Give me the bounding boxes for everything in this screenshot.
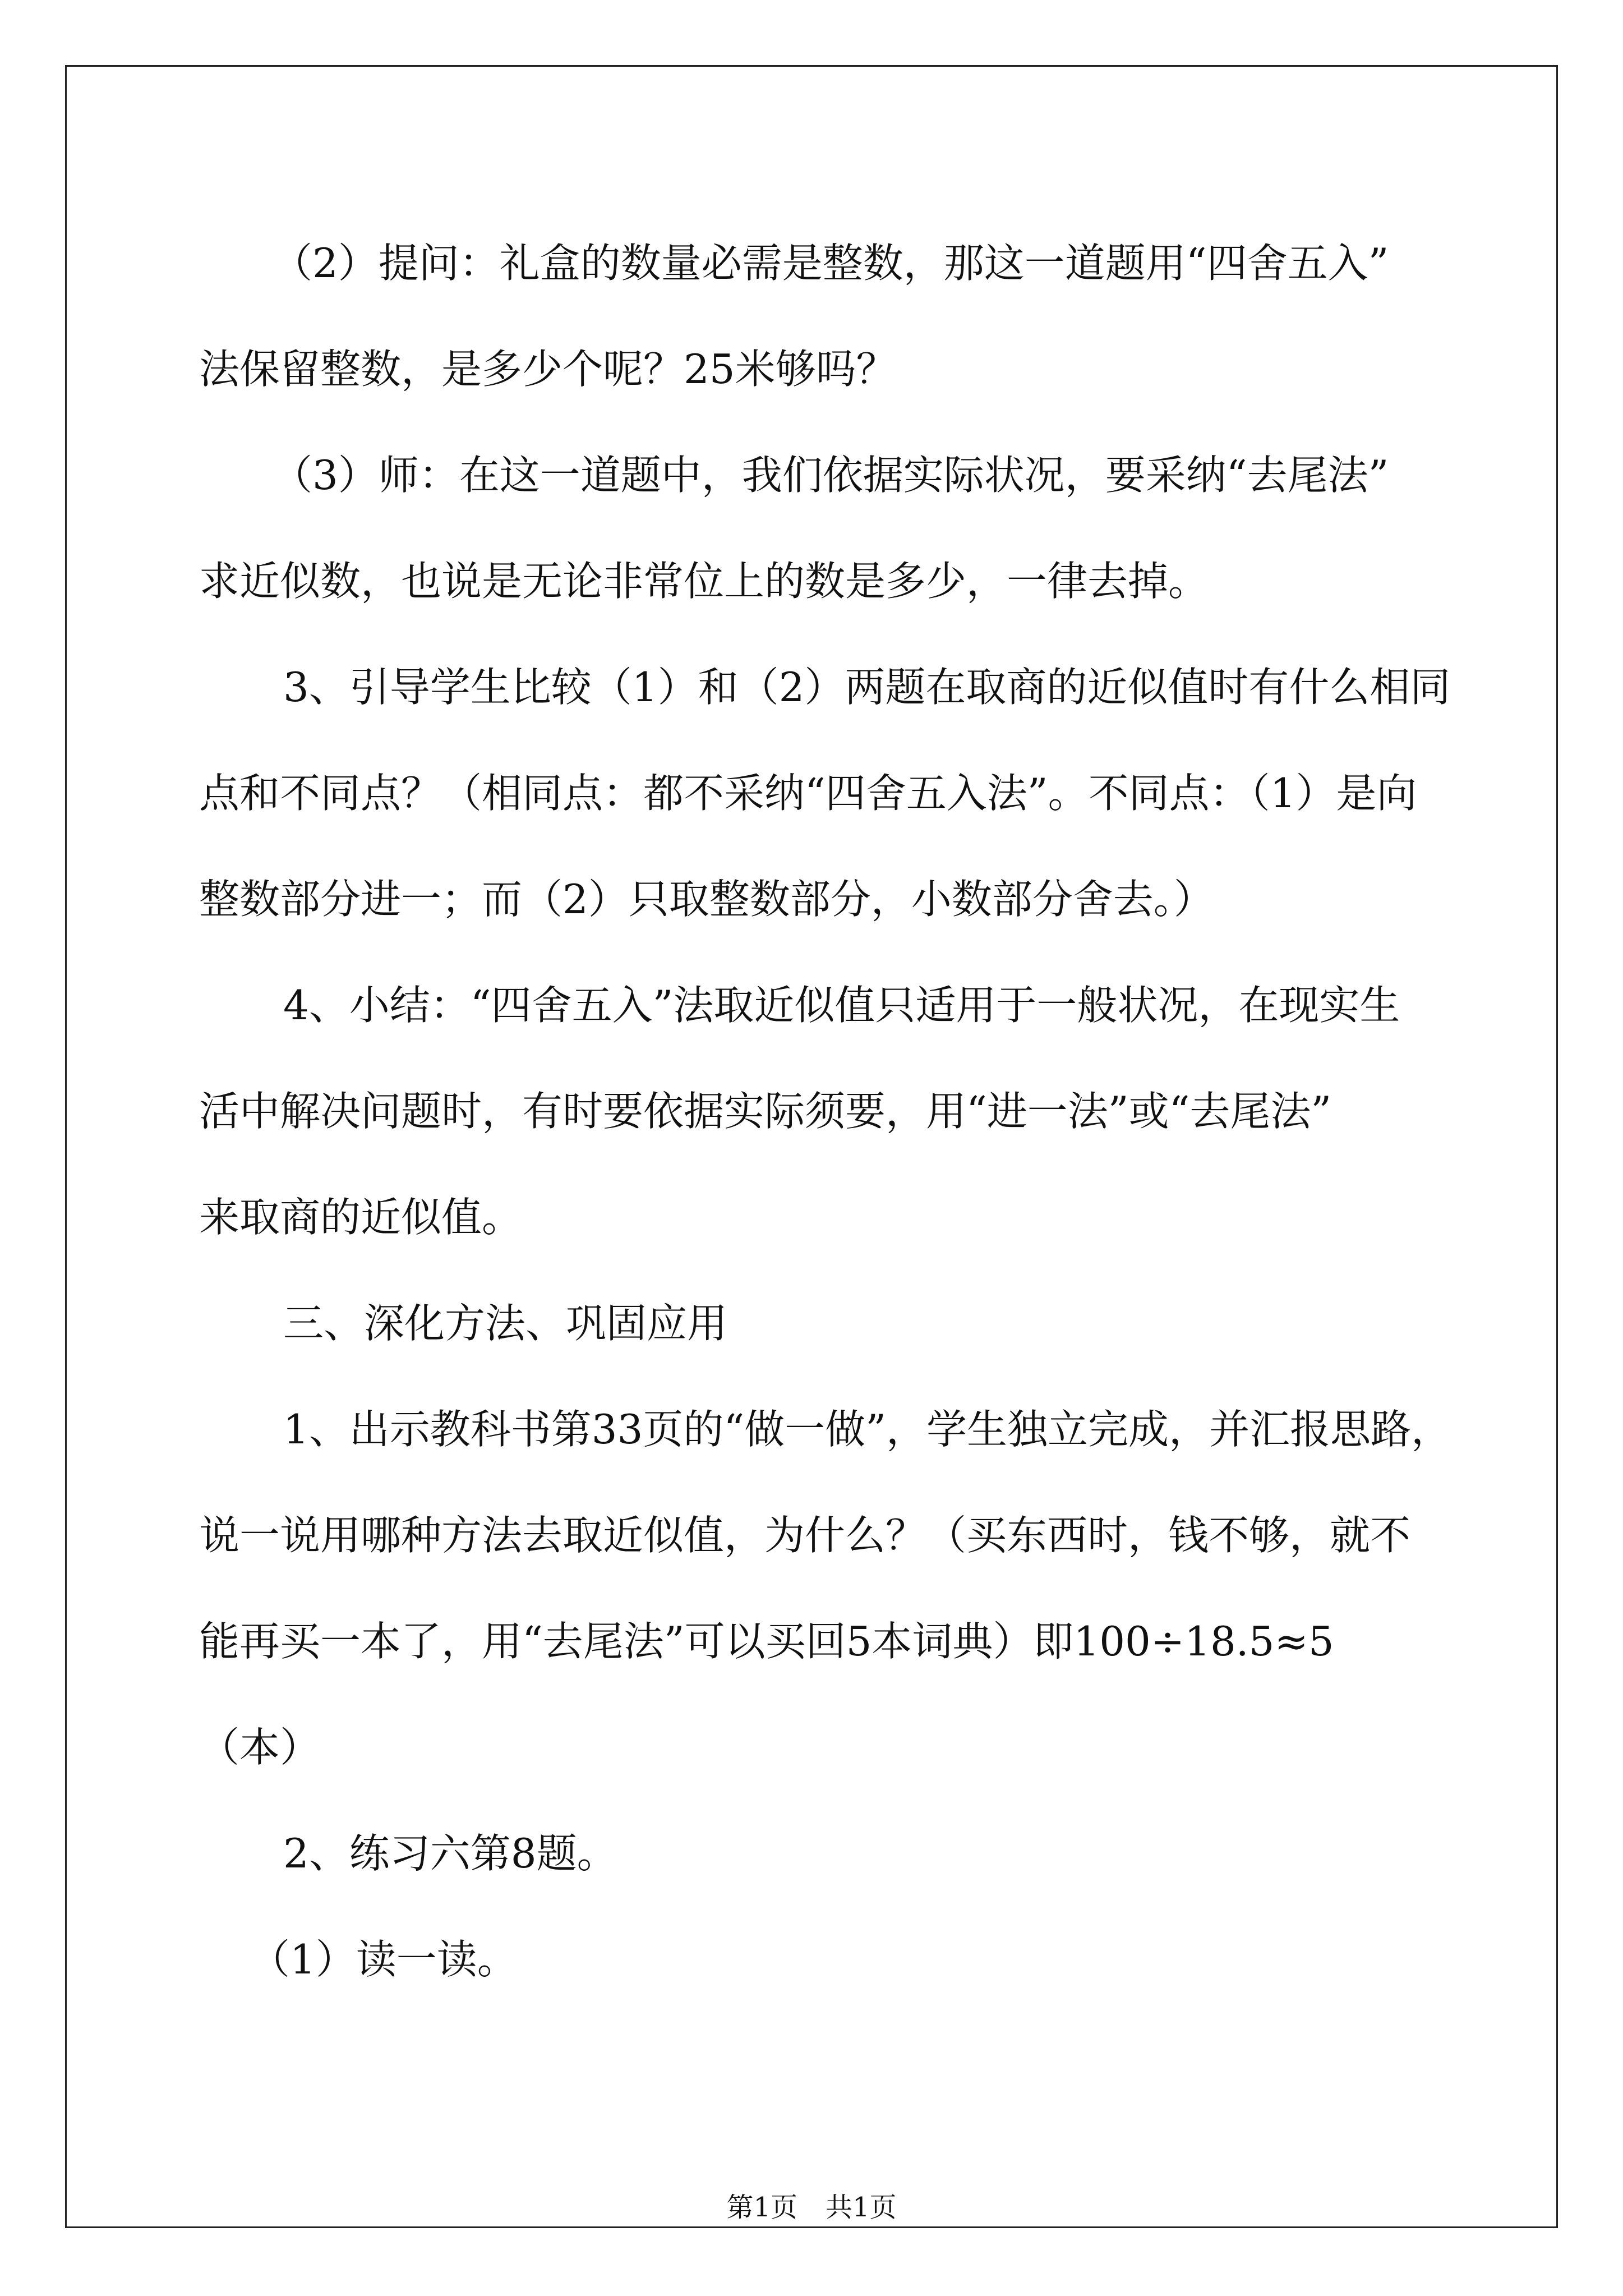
paragraph-line: （3）师：在这一道题中，我们依据实际状况，要采纳“去尾法” [272,452,1389,499]
section-heading: 三、深化方法、巩固应用 [283,1300,728,1347]
document-body [199,210,1452,2013]
paragraph-line: 求近似数，也说是无论非常位上的数是多少，一律去掉。 [199,558,1209,605]
paragraph-line: （本） [199,1724,321,1771]
page-footer [0,2191,1623,2224]
paragraph-line: 4、小结：“四舍五入”法取近似值只适用于一般状况，在现实生 [283,982,1400,1029]
paragraph-line: （1）读一读。 [250,1936,518,1983]
paragraph-line: 1、出示教科书第33页的“做一做”，学生独立完成，并汇报思路， [283,1406,1452,1453]
paragraph-line: （2）提问：礼盒的数量必需是整数，那这一道题用“四舍五入” [272,240,1389,287]
page-total: 共1页 [826,2192,897,2223]
paragraph-line: 3、引导学生比较（1）和（2）两题在取商的近似值时有什么相同 [283,664,1451,711]
page-number: 第1页 [726,2192,797,2223]
paragraph-line: 来取商的近似值。 [199,1194,523,1241]
paragraph-line: 说一说用哪种方法去取近似值，为什么？（买东西时，钱不够，就不 [199,1512,1411,1559]
paragraph-line: 法保留整数，是多少个呢？25米够吗？ [199,346,897,393]
paragraph-line: 整数部分进一；而（2）只取整数部分，小数部分舍去。） [199,876,1214,923]
paragraph-line: 活中解决问题时，有时要依据实际须要，用“进一法”或“去尾法” [199,1088,1332,1135]
paragraph-line: 能再买一本了，用“去尾法”可以买回5本词典）即100÷18.5≈5 [199,1618,1334,1665]
paragraph-line: 点和不同点？（相同点：都不采纳“四舍五入法”。不同点：（1）是向 [199,770,1417,817]
paragraph-line: 2、练习六第8题。 [283,1830,617,1877]
